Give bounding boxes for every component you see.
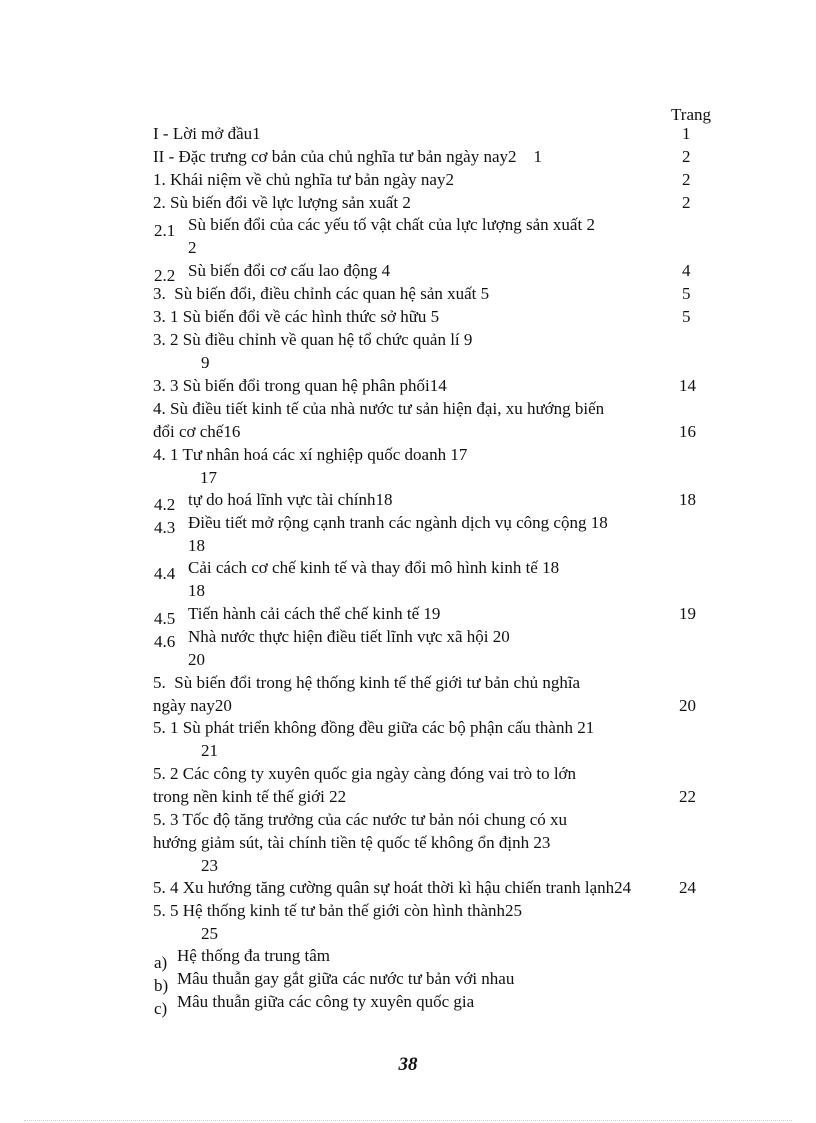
toc-entry-label: 4.3 (154, 518, 176, 537)
toc-entry-text: Tiến hành cải cách thể chế kinh tế 19 (188, 604, 441, 623)
bottom-divider (24, 1120, 792, 1121)
toc-entry-page: 18 (188, 581, 205, 600)
toc-entry-text: 3. 2 Sù điều chỉnh về quan hệ tổ chức quản lí 9 (153, 330, 473, 349)
toc-entry-page: 2 (188, 238, 197, 257)
toc-entry-label: 2.1 (154, 221, 176, 240)
toc-entry-page: 16 (679, 422, 696, 441)
toc-entry-text: Hệ thống đa trung tâm (177, 946, 330, 965)
toc-entry-page: 24 (679, 878, 696, 897)
toc-entry-page: 1 (682, 124, 691, 143)
toc-entry-page: 5 (682, 284, 691, 303)
toc-entry-label: 4.4 (154, 564, 176, 583)
toc-entry-page: 4 (682, 261, 691, 280)
toc-entry-text: Mâu thuẫn gay gắt giữa các nước tư bản với nhau (177, 969, 515, 988)
toc-entry-text: 5. Sù biến đổi trong hệ thống kinh tế thế giới tư bản chủ nghĩa (153, 673, 581, 692)
toc-entry-page: 20 (188, 650, 205, 669)
toc-entry-page: 18 (679, 490, 696, 509)
toc-entry-text: 4. 1 Tư nhân hoá các xí nghiệp quốc doanh 17 (153, 445, 468, 464)
page-number: 38 (398, 1054, 418, 1075)
toc-header-page-label: Trang (671, 105, 711, 124)
toc-entry-page: 21 (201, 741, 218, 760)
toc-entry-text: 5. 3 Tốc độ tăng trưởng của các nước tư bản nói chung có xu (153, 810, 568, 829)
toc-entry-page: 17 (200, 468, 217, 487)
toc-entry-label: 4.2 (154, 495, 176, 514)
toc-entry-text: II - Đặc trưng cơ bản của chủ nghĩa tư bản ngày nay2 1 (153, 147, 543, 166)
toc-entry-text: 1. Khái niệm về chủ nghĩa tư bản ngày nay2 (153, 170, 454, 189)
toc-entry-page: 22 (679, 787, 696, 806)
toc-entry-text: 3. 3 Sù biến đổi trong quan hệ phân phối14 (153, 376, 447, 395)
toc-entry-text: 3. 1 Sù biến đổi về các hình thức sở hữu 5 (153, 307, 440, 326)
toc-entry-text-continued: hướng giảm sút, tài chính tiền tệ quốc tế không ổn định 23 (153, 833, 551, 852)
toc-entry-text: 2. Sù biến đổi về lực lượng sản xuất 2 (153, 193, 411, 212)
toc-entry-text-continued: trong nền kinh tế thế giới 22 (153, 787, 347, 806)
toc-entry-page: 25 (201, 924, 218, 943)
toc-entry-label: 4.6 (154, 632, 176, 651)
toc-entry-text: I - Lời mở đầu1 (153, 124, 261, 143)
toc-entry-text-continued: đổi cơ chế16 (153, 422, 241, 441)
toc-entry-page: 18 (188, 536, 205, 555)
toc-entry-page: 9 (201, 353, 210, 372)
toc-entry-text: Cải cách cơ chế kinh tế và thay đổi mô hình kinh tế 18 (188, 558, 560, 577)
toc-entry-text: 5. 1 Sù phát triển không đồng đều giữa các bộ phận cấu thành 21 (153, 718, 595, 737)
toc-entry-page: 23 (201, 856, 218, 875)
toc-entry-page: 2 (682, 193, 691, 212)
toc-entry-text: 5. 4 Xu hướng tăng cường quân sự hoát thời kì hậu chiến tranh lạnh24 (153, 878, 632, 897)
toc-entry-page: 5 (682, 307, 691, 326)
toc-entry-text: 3. Sù biến đổi, điều chỉnh các quan hệ sản xuất 5 (153, 284, 490, 303)
toc-entry-text: Mâu thuẫn giữa các công ty xuyên quốc gia (177, 992, 475, 1011)
toc-entry-page: 2 (682, 147, 691, 166)
toc-entry-page: 2 (682, 170, 691, 189)
toc-entry-label: b) (154, 976, 169, 995)
toc-entry-text: tự do hoá lĩnh vực tài chính18 (188, 490, 393, 509)
toc-entry-text: Điều tiết mở rộng cạnh tranh các ngành dịch vụ công cộng 18 (188, 513, 608, 532)
toc-entry-text: 4. Sù điều tiết kinh tế của nhà nước tư sản hiện đại, xu hướng biến (153, 399, 605, 418)
toc-entry-text: 5. 5 Hệ thống kinh tế tư bản thế giới còn hình thành25 (153, 901, 523, 920)
toc-entry-page: 19 (679, 604, 696, 623)
toc-entry-label: a) (154, 953, 168, 972)
toc-entry-page: 14 (679, 376, 696, 395)
toc-entry-label: 4.5 (154, 609, 176, 628)
toc-entry-text: Sù biến đổi cơ cấu lao động 4 (188, 261, 391, 280)
toc-entry-page: 20 (679, 696, 696, 715)
toc-entry-text: 5. 2 Các công ty xuyên quốc gia ngày càng đóng vai trò to lớn (153, 764, 577, 783)
toc-entry-text: Sù biến đổi của các yếu tố vật chất của lực lượng sản xuất 2 (188, 215, 595, 234)
toc-entry-label: c) (154, 999, 168, 1018)
toc-entry-text-continued: ngày nay20 (153, 696, 232, 715)
toc-entry-text: Nhà nước thực hiện điều tiết lĩnh vực xã hội 20 (188, 627, 510, 646)
toc-entry-label: 2.2 (154, 266, 176, 285)
